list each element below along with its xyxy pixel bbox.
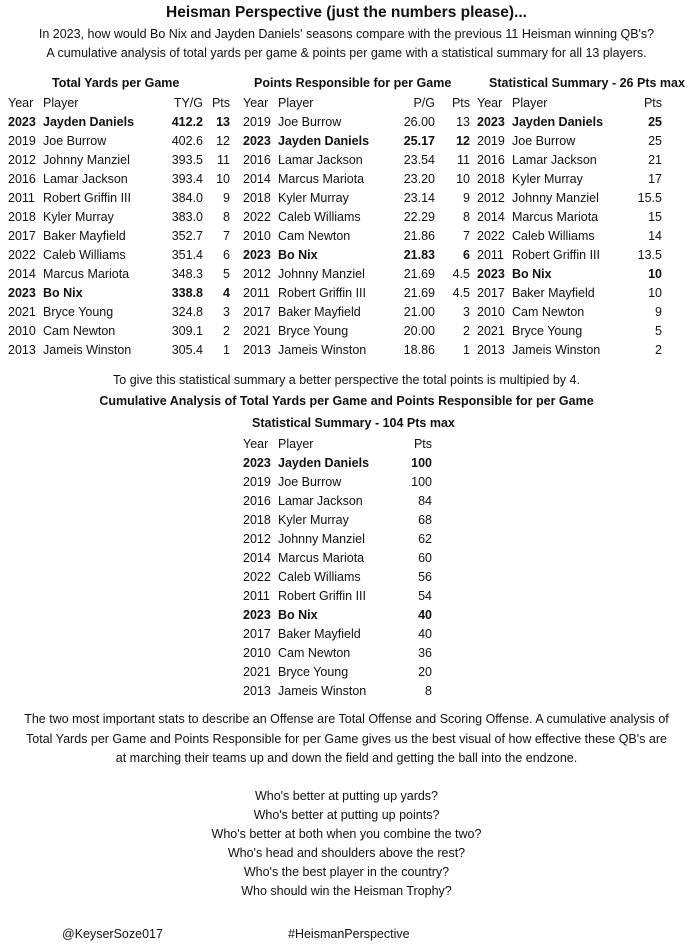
cell-year: 2012 [243,266,271,281]
page-title: Heisman Perspective (just the numbers please)... [166,4,527,21]
cell-player: Caleb Williams [278,209,361,224]
cell-pts: 2 [223,323,230,338]
paragraph-line-1: The two most important stats to describe an Offense are Total Offense and Scoring Offense. A cumulative analysis of [24,712,669,726]
cell-pts: 84 [418,493,432,508]
cell-pts: 9 [223,190,230,205]
cell-pts: 8 [223,209,230,224]
cell-player: Baker Mayfield [278,626,361,641]
cell-pts: 5 [655,323,662,338]
cell-player: Johnny Manziel [512,190,599,205]
col-header-player: Player [278,95,314,110]
cell-pts: 20 [418,664,432,679]
cell-stat: 393.5 [171,152,203,167]
cell-pts: 15.5 [637,190,662,205]
col-header-year: Year [243,95,269,110]
cell-year: 2014 [477,209,505,224]
cell-year: 2013 [477,342,505,357]
question-item: Who's head and shoulders above the rest? [227,846,466,860]
cell-stat: 393.4 [171,171,203,186]
cell-pts: 25 [648,133,662,148]
cell-year: 2010 [243,228,271,243]
cell-player: Bo Nix [278,247,318,262]
table-row [243,624,432,643]
col-header-pts: Pts [451,95,470,110]
cell-year: 2010 [243,645,271,660]
cell-player: Cam Newton [278,645,351,660]
paragraph-line-2: Total Yards per Game and Points Responsible for per Game gives us the best visual of how effective these QB's are [26,731,667,746]
cell-year: 2022 [243,569,271,584]
table-row [243,112,470,131]
points-table-heading: Points Responsible for per Game [254,76,452,90]
cell-year: 2010 [8,323,36,338]
cell-player: Bo Nix [43,285,83,300]
table-row [477,264,662,283]
col-header-year: Year [477,95,503,110]
cumulative-heading: Cumulative Analysis of Total Yards per Game and Points Responsible for per Game [99,394,594,408]
cell-year: 2011 [243,285,270,300]
cell-player: Cam Newton [278,228,351,243]
cell-player: Baker Mayfield [43,228,126,243]
cell-player: Cam Newton [512,304,585,319]
cell-player: Lamar Jackson [43,171,128,186]
table-row [243,226,470,245]
table-row [8,302,230,321]
cell-stat: 412.2 [171,114,203,129]
intro-line-1: In 2023, how would Bo Nix and Jayden Daniels' seasons compare with the previous 11 Heisman winning QB's? [38,27,655,41]
cell-player: Marcus Mariota [278,550,365,565]
cell-year: 2012 [477,190,505,205]
cell-year: 2021 [243,323,271,338]
table-row [243,567,432,586]
table-row [243,529,432,548]
cell-player: Marcus Mariota [278,171,365,186]
cell-year: 2019 [8,133,36,148]
cell-year: 2023 [243,607,271,622]
question-item: Who's better at both when you combine the two? [211,827,482,841]
table-row [8,340,230,359]
cell-player: Kyler Murray [278,512,349,527]
cell-player: Marcus Mariota [512,209,599,224]
summary104-table [243,434,432,700]
cell-stat: 22.29 [403,209,435,224]
table-row [243,245,470,264]
cell-pts: 4 [223,285,230,300]
cell-player: Jayden Daniels [278,133,370,148]
table-row [243,548,432,567]
cell-player: Jayden Daniels [43,114,135,129]
cell-player: Robert Griffin III [278,588,366,603]
cell-stat: 309.1 [171,323,203,338]
table-row [243,340,470,359]
cell-pts: 40 [418,626,432,641]
cell-player: Caleb Williams [278,569,361,584]
cell-year: 2023 [477,266,505,281]
table-row [243,662,432,681]
cell-year: 2013 [243,683,271,698]
cell-pts: 11 [457,152,470,167]
table-row [243,643,432,662]
cell-player: Kyler Murray [43,209,114,224]
summary26-heading: Statistical Summary - 26 Pts max [489,76,685,90]
cell-stat: 18.86 [403,342,435,357]
footer-hashtag: #HeismanPerspective [288,927,410,941]
col-header-stat: P/G [413,95,435,110]
cell-player: Bo Nix [512,266,552,281]
table-row [8,226,230,245]
cell-pts: 36 [418,645,432,660]
cell-year: 2016 [8,171,36,186]
cell-pts: 17 [648,171,662,186]
cell-pts: 10 [648,266,662,281]
col-header-player: Player [512,95,548,110]
paragraph-line-3: at marching their teams up and down the field and getting the ball into the endzone. [115,751,578,765]
cell-year: 2014 [243,550,271,565]
cell-player: Robert Griffin III [278,285,366,300]
cell-stat: 21.69 [403,266,435,281]
cell-pts: 10 [648,285,662,300]
cell-year: 2022 [477,228,505,243]
table-row [243,321,470,340]
intro-line-2: A cumulative analysis of total yards per game & points per game with a statistical summary for all 13 players. [46,46,647,60]
cell-year: 2013 [8,342,36,357]
cell-pts: 11 [217,152,230,167]
cell-year: 2013 [243,342,271,357]
cell-player: Bryce Young [278,664,349,679]
table-row [477,207,662,226]
multiplier-note: To give this statistical summary a better perspective the total points is multipied by 4. [113,373,580,387]
cell-pts: 5 [223,266,230,281]
cell-player: Jayden Daniels [512,114,604,129]
cell-year: 2014 [8,266,36,281]
cell-stat: 21.83 [403,247,435,262]
cell-player: Jameis Winston [278,342,367,357]
cell-pts: 8 [425,683,432,698]
table-row [243,491,432,510]
cell-player: Joe Burrow [512,133,576,148]
cell-year: 2012 [8,152,36,167]
table-row [8,188,230,207]
table-row [8,112,230,131]
question-item: Who's better at putting up yards? [254,789,439,803]
cell-pts: 56 [418,569,432,584]
table-row [8,207,230,226]
table-row [477,188,662,207]
cell-player: Baker Mayfield [278,304,361,319]
cell-pts: 12 [216,133,230,148]
cell-year: 2018 [243,512,271,527]
table-row [477,321,662,340]
cell-pts: 7 [223,228,230,243]
cell-player: Caleb Williams [43,247,126,262]
cell-year: 2018 [243,190,271,205]
cell-year: 2022 [243,209,271,224]
col-header-player: Player [278,436,314,451]
cell-stat: 21.86 [403,228,435,243]
table-row [243,188,470,207]
cell-pts: 14 [648,228,662,243]
cell-year: 2017 [243,626,271,641]
yards-table [8,93,230,359]
table-row [243,264,470,283]
table-row [243,150,470,169]
cell-player: Robert Griffin III [43,190,131,205]
table-row [243,131,470,150]
cell-pts: 9 [463,190,470,205]
table-row [8,131,230,150]
cell-stat: 305.4 [171,342,203,357]
cell-year: 2021 [8,304,36,319]
cell-pts: 4.5 [452,266,470,281]
table-row [477,131,662,150]
cell-player: Baker Mayfield [512,285,595,300]
footer-handle: @KeyserSoze017 [62,927,163,941]
cell-year: 2023 [477,114,505,129]
cell-pts: 62 [418,531,432,546]
table-row [477,169,662,188]
cell-player: Lamar Jackson [278,152,363,167]
cell-year: 2023 [243,455,271,470]
cell-pts: 4.5 [452,285,470,300]
cell-pts: 2 [655,342,662,357]
summary-paragraph [10,710,683,769]
question-item: Who's the best player in the country? [243,865,450,879]
cell-player: Jayden Daniels [278,455,370,470]
cell-year: 2011 [8,190,35,205]
cell-year: 2017 [477,285,505,300]
cell-pts: 13 [216,114,230,129]
cell-stat: 26.00 [403,114,435,129]
table-row [477,283,662,302]
cell-pts: 7 [463,228,470,243]
cell-player: Joe Burrow [278,474,342,489]
table-row [243,472,432,491]
cell-pts: 13 [456,114,470,129]
table-row [8,169,230,188]
table-row [8,321,230,340]
table-row [8,245,230,264]
cell-pts: 60 [418,550,432,565]
cell-pts: 21 [648,152,662,167]
cell-pts: 12 [456,133,470,148]
cell-year: 2016 [477,152,505,167]
col-header-player: Player [43,95,79,110]
cell-stat: 352.7 [171,228,203,243]
table-row [243,302,470,321]
col-header-pts: Pts [643,95,662,110]
col-header-pts: Pts [413,436,432,451]
table-row [243,510,432,529]
cell-player: Bryce Young [512,323,583,338]
table-row [477,112,662,131]
cell-player: Joe Burrow [43,133,107,148]
cell-pts: 1 [463,342,470,357]
cell-year: 2014 [243,171,271,186]
cell-pts: 6 [223,247,230,262]
cell-stat: 25.17 [403,133,435,148]
cell-stat: 21.69 [403,285,435,300]
table-row [243,681,432,700]
table-row [243,586,432,605]
cell-year: 2011 [243,588,270,603]
table-row [477,150,662,169]
cell-player: Jameis Winston [278,683,367,698]
cell-year: 2023 [243,133,271,148]
cell-player: Johnny Manziel [278,531,365,546]
cell-stat: 23.14 [403,190,435,205]
cell-stat: 324.8 [171,304,203,319]
cell-pts: 3 [223,304,230,319]
cell-year: 2017 [243,304,271,319]
cell-stat: 384.0 [171,190,203,205]
col-header-year: Year [243,436,269,451]
col-header-stat: TY/G [173,95,203,110]
cell-year: 2019 [243,114,271,129]
cell-player: Joe Burrow [278,114,342,129]
col-header-pts: Pts [211,95,230,110]
cell-pts: 100 [411,474,432,489]
questions-list [0,787,693,901]
cell-stat: 348.3 [171,266,203,281]
cell-year: 2018 [8,209,36,224]
cell-year: 2023 [8,285,36,300]
col-header-year: Year [8,95,34,110]
cell-stat: 338.8 [171,285,203,300]
cell-player: Jameis Winston [43,342,132,357]
cell-year: 2010 [477,304,505,319]
cell-pts: 10 [216,171,230,186]
table-row [243,207,470,226]
cell-player: Bo Nix [278,607,318,622]
table-row [243,453,432,472]
cell-stat: 351.4 [171,247,203,262]
table-row [477,302,662,321]
cell-stat: 21.00 [403,304,435,319]
cell-pts: 100 [411,455,432,470]
question-item: Who should win the Heisman Trophy? [241,884,452,898]
cell-stat: 402.6 [171,133,203,148]
cell-player: Bryce Young [278,323,349,338]
cell-stat: 20.00 [403,323,435,338]
cell-year: 2016 [243,493,271,508]
cell-pts: 9 [655,304,662,319]
cell-player: Kyler Murray [512,171,583,186]
table-row [243,605,432,624]
cell-pts: 2 [463,323,470,338]
cell-stat: 383.0 [171,209,203,224]
summary26-table [477,93,662,359]
table-row [477,245,662,264]
question-item: Who's better at putting up points? [253,808,440,822]
cell-year: 2021 [477,323,505,338]
cell-pts: 10 [456,171,470,186]
cell-player: Marcus Mariota [43,266,130,281]
cell-player: Lamar Jackson [512,152,597,167]
cell-year: 2012 [243,531,271,546]
cell-pts: 25 [648,114,662,129]
cell-year: 2022 [8,247,36,262]
cell-player: Kyler Murray [278,190,349,205]
cell-player: Jameis Winston [512,342,601,357]
cell-year: 2019 [243,474,271,489]
cell-pts: 6 [463,247,470,262]
cell-pts: 68 [418,512,432,527]
yards-table-heading: Total Yards per Game [52,76,180,90]
cell-year: 2021 [243,664,271,679]
table-row [243,283,470,302]
cell-pts: 3 [463,304,470,319]
table-row [8,264,230,283]
table-row [8,150,230,169]
cell-year: 2016 [243,152,271,167]
table-row [243,169,470,188]
cell-year: 2019 [477,133,505,148]
cell-pts: 15 [648,209,662,224]
cell-pts: 40 [418,607,432,622]
cell-pts: 8 [463,209,470,224]
cell-year: 2023 [243,247,271,262]
cell-pts: 13.5 [637,247,662,262]
cell-player: Robert Griffin III [512,247,600,262]
table-row [477,226,662,245]
cell-player: Cam Newton [43,323,116,338]
summary104-heading: Statistical Summary - 104 Pts max [252,416,455,430]
cell-year: 2011 [477,247,504,262]
cell-year: 2017 [8,228,36,243]
cell-player: Johnny Manziel [43,152,130,167]
cell-player: Lamar Jackson [278,493,363,508]
cell-year: 2018 [477,171,505,186]
cell-stat: 23.54 [403,152,435,167]
cell-pts: 1 [223,342,230,357]
cell-player: Johnny Manziel [278,266,365,281]
cell-player: Caleb Williams [512,228,595,243]
cell-pts: 54 [418,588,432,603]
cell-player: Bryce Young [43,304,114,319]
table-row [477,340,662,359]
table-row [8,283,230,302]
cell-year: 2023 [8,114,36,129]
cell-stat: 23.20 [403,171,435,186]
points-table [243,93,470,359]
